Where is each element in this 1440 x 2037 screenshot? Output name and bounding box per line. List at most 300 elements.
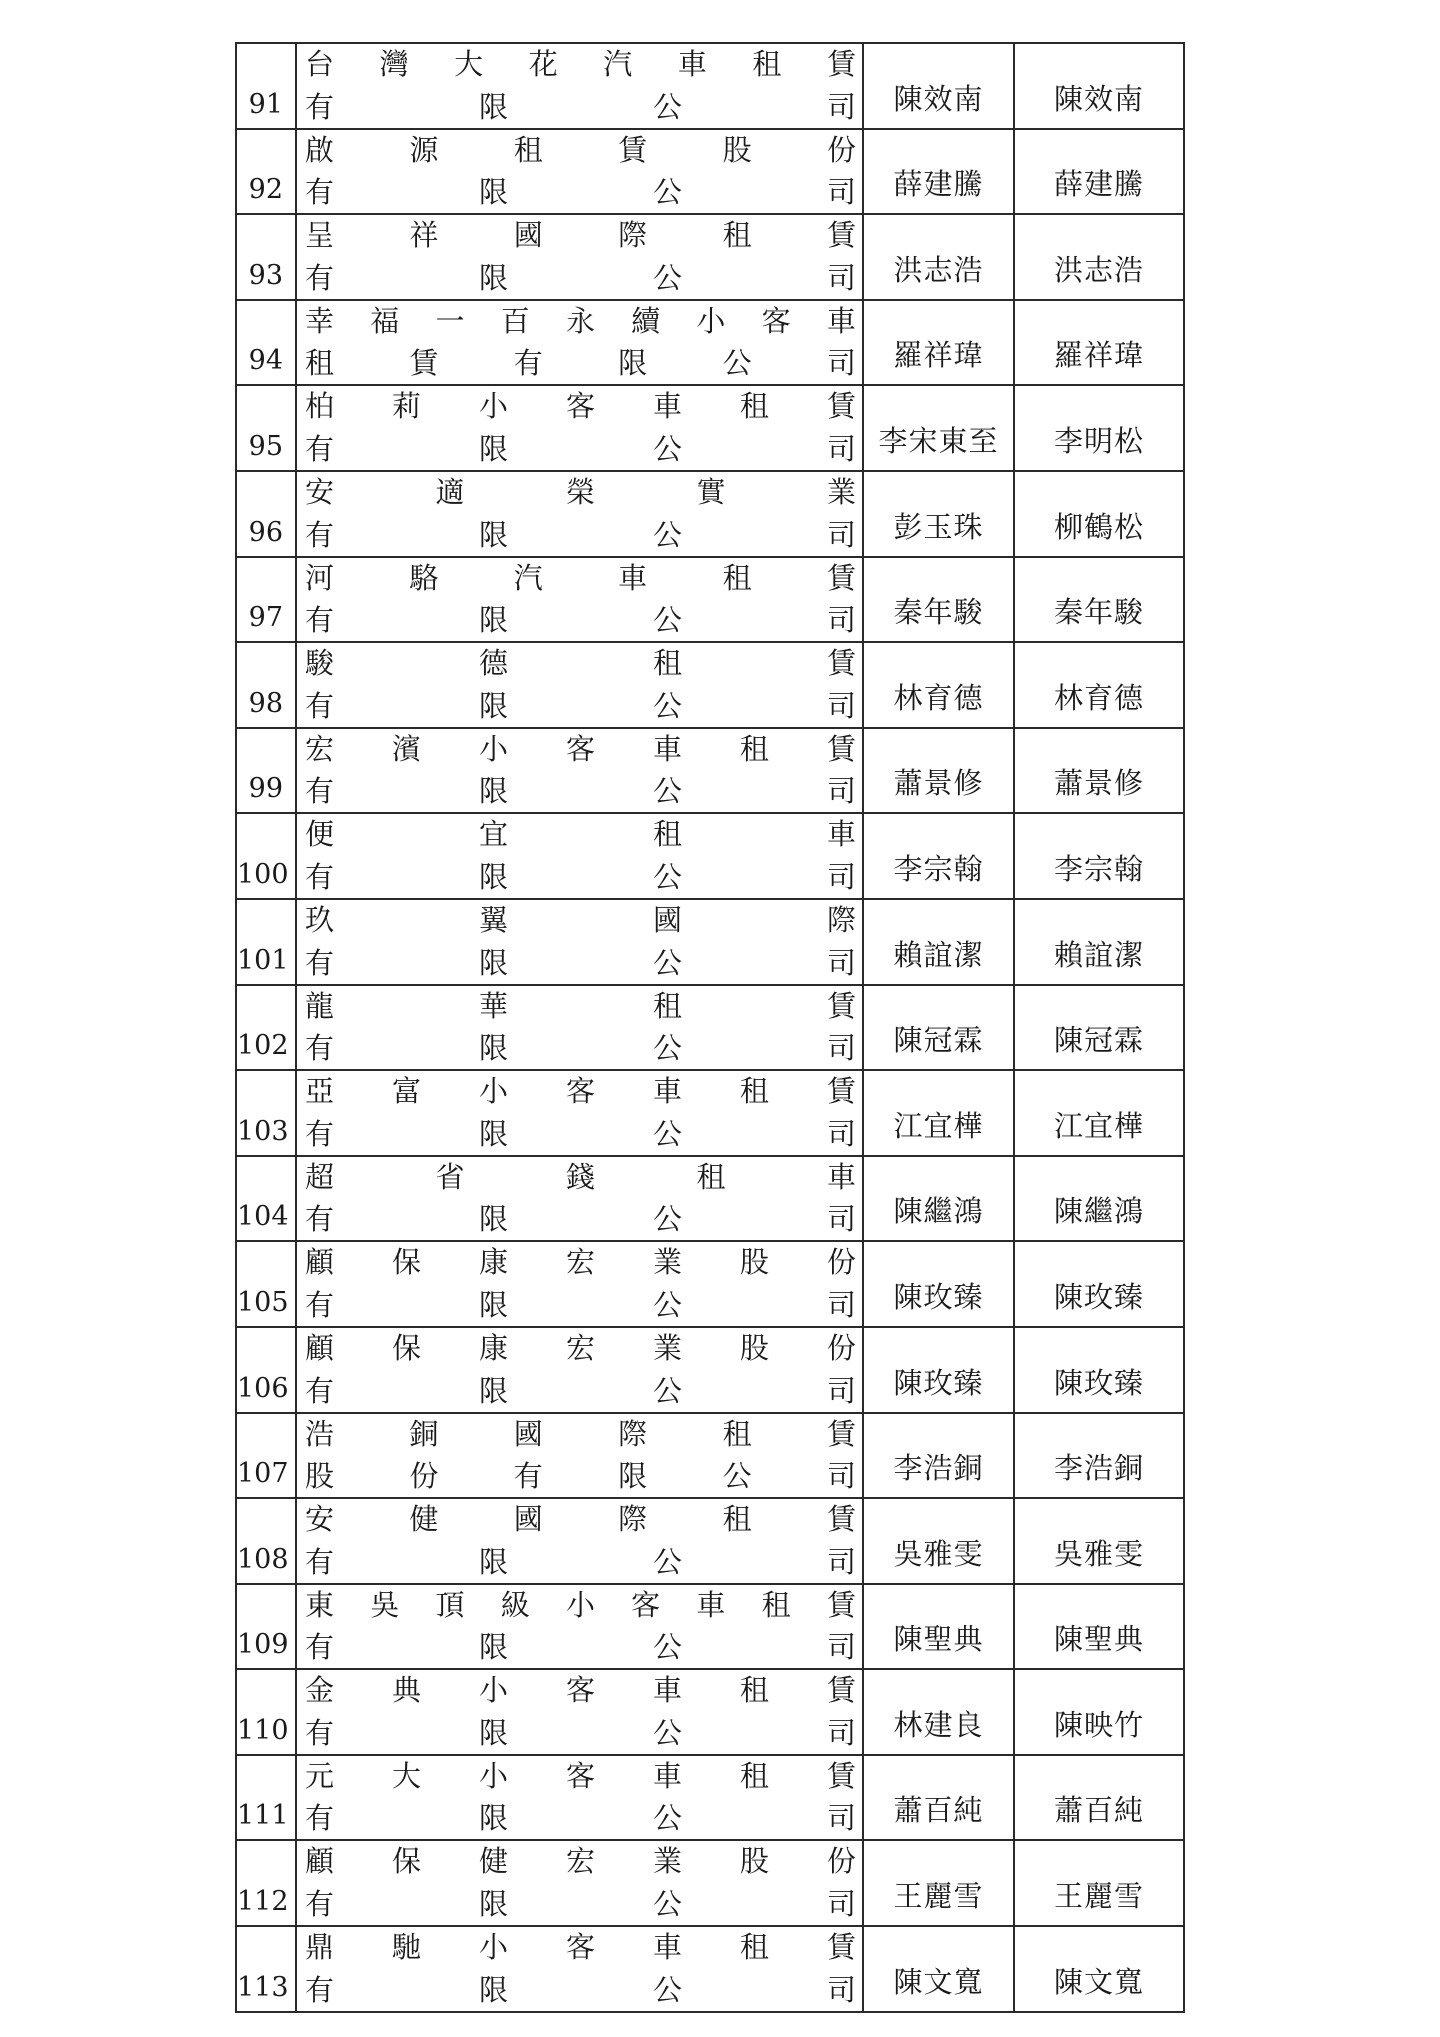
name-character: 賃: [826, 47, 856, 81]
responsible-person-name: 陳玫臻: [1014, 1241, 1184, 1327]
company-name-line1: [305, 902, 856, 937]
name-character: 國: [513, 1416, 543, 1451]
company-table-body: [236, 43, 1184, 2012]
company-name-cell: [296, 129, 863, 215]
name-character: 限: [478, 1116, 508, 1151]
representative-name: 賴誼潔: [863, 899, 1014, 985]
name-character: 有: [305, 1630, 335, 1665]
name-character: 限: [478, 1544, 508, 1579]
representative-name: 吳雅雯: [863, 1498, 1014, 1584]
responsible-person-name: 江宜樺: [1014, 1070, 1184, 1156]
name-character: 司: [826, 175, 856, 210]
company-name-line1: [305, 988, 856, 1023]
company-name-cell: [296, 385, 863, 471]
name-character: 亞: [305, 1074, 335, 1109]
row-number: 105: [236, 1241, 296, 1327]
name-character: 車: [652, 1758, 682, 1793]
name-character: 小: [478, 1758, 508, 1793]
name-character: 司: [826, 260, 856, 295]
table-row: [236, 1413, 1184, 1499]
name-character: 小: [478, 1074, 508, 1109]
name-character: 限: [478, 859, 508, 894]
company-name-cell: [296, 985, 863, 1071]
row-number: 92: [236, 129, 296, 215]
name-character: 份: [826, 132, 856, 167]
name-character: 有: [513, 346, 543, 381]
name-character: 車: [826, 303, 856, 338]
representative-name: 王麗雪: [863, 1840, 1014, 1926]
name-character: 賃: [826, 646, 856, 681]
name-character: 股: [722, 132, 752, 167]
table-row: [236, 1584, 1184, 1670]
name-character: 公: [652, 774, 682, 809]
row-number: 106: [236, 1327, 296, 1413]
name-character: 租: [739, 1074, 769, 1109]
name-character: 際: [618, 218, 648, 253]
name-character: 賃: [826, 218, 856, 253]
name-character: 業: [652, 1245, 682, 1280]
company-name-line2: [305, 89, 856, 124]
table-row: [236, 899, 1184, 985]
responsible-person-name: 陳聖典: [1014, 1584, 1184, 1670]
name-character: 有: [305, 774, 335, 809]
row-number: 112: [236, 1840, 296, 1926]
name-character: 有: [305, 603, 335, 638]
company-name-line2: [305, 175, 856, 210]
name-character: 限: [478, 1373, 508, 1408]
name-character: 股: [739, 1245, 769, 1280]
name-character: 有: [305, 260, 335, 295]
name-character: 啟: [305, 132, 335, 167]
company-name-line2: [305, 774, 856, 809]
representative-name: 蕭百純: [863, 1755, 1014, 1841]
table-row: [236, 728, 1184, 814]
name-character: 客: [631, 1587, 661, 1622]
responsible-person-name: 蕭景修: [1014, 728, 1184, 814]
company-name-line2: [305, 945, 856, 980]
name-character: 鼎: [305, 1930, 335, 1965]
name-character: 司: [826, 1287, 856, 1322]
responsible-person-name: 陳效南: [1014, 43, 1184, 129]
name-character: 駱: [409, 560, 439, 595]
table-row: [236, 471, 1184, 557]
name-character: 保: [391, 1245, 421, 1280]
name-character: 車: [826, 817, 856, 852]
name-character: 有: [305, 175, 335, 210]
name-character: 租: [761, 1587, 791, 1622]
company-name-line1: [305, 1844, 856, 1879]
row-number: 94: [236, 300, 296, 386]
company-name-line2: [305, 859, 856, 894]
company-name-cell: [296, 1669, 863, 1755]
name-character: 賃: [826, 988, 856, 1023]
name-character: 河: [305, 560, 335, 595]
company-name-line1: [305, 474, 856, 509]
name-character: 國: [513, 218, 543, 253]
company-name-line2: [305, 431, 856, 466]
name-character: 公: [652, 1544, 682, 1579]
company-name-cell: [296, 1498, 863, 1584]
name-character: 有: [305, 1202, 335, 1237]
name-character: 顧: [305, 1245, 335, 1280]
name-character: 有: [305, 1972, 335, 2007]
company-name-cell: [296, 728, 863, 814]
name-character: 吳: [370, 1587, 400, 1622]
name-character: 賃: [409, 346, 439, 381]
company-name-line1: [305, 218, 856, 253]
representative-name: 林建良: [863, 1669, 1014, 1755]
name-character: 賃: [826, 560, 856, 595]
name-character: 有: [305, 1887, 335, 1922]
row-number: 103: [236, 1070, 296, 1156]
name-character: 榮: [565, 474, 595, 509]
name-character: 限: [478, 1031, 508, 1066]
company-name-line1: [305, 1502, 856, 1537]
name-character: 客: [565, 731, 595, 766]
representative-name: 陳冠霖: [863, 985, 1014, 1071]
name-character: 花: [528, 47, 558, 81]
name-character: 業: [826, 474, 856, 509]
name-character: 司: [826, 517, 856, 552]
company-name-cell: [296, 1070, 863, 1156]
name-character: 龍: [305, 988, 335, 1023]
name-character: 宜: [478, 817, 508, 852]
name-character: 際: [826, 902, 856, 937]
company-name-line1: [305, 1673, 856, 1708]
row-number: 101: [236, 899, 296, 985]
row-number: 111: [236, 1755, 296, 1841]
name-character: 限: [478, 1801, 508, 1836]
responsible-person-name: 陳玫臻: [1014, 1327, 1184, 1413]
company-table: [235, 42, 1185, 2013]
company-name-line2: [305, 603, 856, 638]
name-character: 公: [652, 1630, 682, 1665]
name-character: 公: [652, 260, 682, 295]
table-row: [236, 642, 1184, 728]
name-character: 限: [618, 346, 648, 381]
name-character: 康: [478, 1330, 508, 1365]
company-name-line2: [305, 1287, 856, 1322]
name-character: 莉: [391, 389, 421, 424]
table-row: [236, 43, 1184, 129]
name-character: 租: [739, 389, 769, 424]
company-name-line1: [305, 47, 856, 81]
name-character: 源: [409, 132, 439, 167]
responsible-person-name: 羅祥瑋: [1014, 300, 1184, 386]
row-number: 91: [236, 43, 296, 129]
name-character: 康: [478, 1245, 508, 1280]
name-character: 限: [478, 774, 508, 809]
name-character: 客: [565, 1758, 595, 1793]
representative-name: 陳玫臻: [863, 1241, 1014, 1327]
responsible-person-name: 吳雅雯: [1014, 1498, 1184, 1584]
name-character: 司: [826, 945, 856, 980]
company-name-line1: [305, 1416, 856, 1451]
name-character: 租: [739, 731, 769, 766]
name-character: 有: [305, 1287, 335, 1322]
responsible-person-name: 柳鶴松: [1014, 471, 1184, 557]
company-name-cell: [296, 1755, 863, 1841]
name-character: 福: [370, 303, 400, 338]
name-character: 租: [739, 1673, 769, 1708]
responsible-person-name: 陳映竹: [1014, 1669, 1184, 1755]
name-character: 租: [722, 218, 752, 253]
name-character: 司: [826, 1715, 856, 1750]
name-character: 保: [391, 1330, 421, 1365]
name-character: 小: [696, 303, 726, 338]
name-character: 有: [305, 1544, 335, 1579]
name-character: 百: [500, 303, 530, 338]
name-character: 華: [478, 988, 508, 1023]
name-character: 有: [305, 859, 335, 894]
name-character: 租: [652, 988, 682, 1023]
representative-name: 江宜樺: [863, 1070, 1014, 1156]
name-character: 租: [722, 560, 752, 595]
responsible-person-name: 薛建騰: [1014, 129, 1184, 215]
company-name-cell: [296, 1413, 863, 1499]
name-character: 安: [305, 1502, 335, 1537]
name-character: 租: [305, 346, 335, 381]
name-character: 省: [435, 1159, 465, 1194]
company-name-line2: [305, 1544, 856, 1579]
name-character: 公: [652, 1972, 682, 2007]
name-character: 祥: [409, 218, 439, 253]
name-character: 車: [618, 560, 648, 595]
company-name-line1: [305, 1245, 856, 1280]
responsible-person-name: 蕭百純: [1014, 1755, 1184, 1841]
name-character: 大: [454, 47, 484, 81]
name-character: 客: [565, 1673, 595, 1708]
name-character: 租: [652, 817, 682, 852]
name-character: 公: [652, 1031, 682, 1066]
company-name-line1: [305, 1074, 856, 1109]
representative-name: 李浩銅: [863, 1413, 1014, 1499]
company-name-line2: [305, 260, 856, 295]
company-name-line2: [305, 688, 856, 723]
row-number: 98: [236, 642, 296, 728]
name-character: 客: [565, 1930, 595, 1965]
company-name-cell: [296, 642, 863, 728]
name-character: 司: [826, 1202, 856, 1237]
row-number: 100: [236, 813, 296, 899]
name-character: 賃: [618, 132, 648, 167]
representative-name: 彭玉珠: [863, 471, 1014, 557]
name-character: 適: [435, 474, 465, 509]
name-character: 公: [652, 1373, 682, 1408]
row-number: 113: [236, 1926, 296, 2012]
name-character: 國: [513, 1502, 543, 1537]
name-character: 公: [652, 1287, 682, 1322]
representative-name: 洪志浩: [863, 214, 1014, 300]
name-character: 賃: [826, 389, 856, 424]
company-name-cell: [296, 557, 863, 643]
name-character: 一: [435, 303, 465, 338]
name-character: 頂: [435, 1587, 465, 1622]
table-row: [236, 1327, 1184, 1413]
table-row: [236, 557, 1184, 643]
name-character: 客: [565, 1074, 595, 1109]
name-character: 顧: [305, 1330, 335, 1365]
name-character: 汽: [603, 47, 633, 81]
representative-name: 陳文寬: [863, 1926, 1014, 2012]
table-row: [236, 1840, 1184, 1926]
name-character: 股: [739, 1330, 769, 1365]
name-character: 汽: [513, 560, 543, 595]
company-name-line2: [305, 1801, 856, 1836]
name-character: 國: [652, 902, 682, 937]
name-character: 公: [652, 1801, 682, 1836]
company-name-line2: [305, 1715, 856, 1750]
name-character: 賃: [826, 1502, 856, 1537]
name-character: 租: [722, 1502, 752, 1537]
table-row: [236, 813, 1184, 899]
name-character: 呈: [305, 218, 335, 253]
representative-name: 陳玫臻: [863, 1327, 1014, 1413]
representative-name: 陳繼鴻: [863, 1156, 1014, 1242]
name-character: 司: [826, 859, 856, 894]
name-character: 公: [652, 517, 682, 552]
name-character: 際: [618, 1502, 648, 1537]
row-number: 104: [236, 1156, 296, 1242]
name-character: 幸: [305, 303, 335, 338]
name-character: 司: [826, 431, 856, 466]
name-character: 公: [652, 859, 682, 894]
name-character: 富: [391, 1074, 421, 1109]
name-character: 車: [677, 47, 707, 81]
name-character: 保: [391, 1844, 421, 1879]
responsible-person-name: 洪志浩: [1014, 214, 1184, 300]
row-number: 93: [236, 214, 296, 300]
representative-name: 薛建騰: [863, 129, 1014, 215]
name-character: 司: [826, 1459, 856, 1494]
row-number: 97: [236, 557, 296, 643]
name-character: 份: [826, 1330, 856, 1365]
company-name-line1: [305, 1159, 856, 1194]
name-character: 司: [826, 1116, 856, 1151]
company-name-line1: [305, 817, 856, 852]
company-name-line2: [305, 346, 856, 381]
name-character: 灣: [379, 47, 409, 81]
name-character: 車: [652, 731, 682, 766]
representative-name: 秦年駿: [863, 557, 1014, 643]
responsible-person-name: 陳冠霖: [1014, 985, 1184, 1071]
row-number: 107: [236, 1413, 296, 1499]
name-character: 車: [652, 389, 682, 424]
table-row: [236, 1669, 1184, 1755]
name-character: 租: [513, 132, 543, 167]
responsible-person-name: 秦年駿: [1014, 557, 1184, 643]
company-name-cell: [296, 214, 863, 300]
name-character: 限: [618, 1459, 648, 1494]
company-name-cell: [296, 899, 863, 985]
company-name-line2: [305, 1972, 856, 2007]
table-row: [236, 1156, 1184, 1242]
name-character: 顧: [305, 1844, 335, 1879]
name-character: 司: [826, 346, 856, 381]
name-character: 司: [826, 1031, 856, 1066]
name-character: 有: [305, 1031, 335, 1066]
name-character: 有: [305, 945, 335, 980]
company-name-line1: [305, 132, 856, 167]
name-character: 公: [652, 1202, 682, 1237]
name-character: 份: [409, 1459, 439, 1494]
name-character: 限: [478, 1715, 508, 1750]
name-character: 股: [739, 1844, 769, 1879]
name-character: 有: [305, 1715, 335, 1750]
name-character: 公: [652, 1887, 682, 1922]
name-character: 小: [478, 389, 508, 424]
name-character: 賃: [826, 1930, 856, 1965]
responsible-person-name: 林育德: [1014, 642, 1184, 728]
name-character: 宏: [565, 1330, 595, 1365]
name-character: 份: [826, 1844, 856, 1879]
table-row: [236, 129, 1184, 215]
name-character: 份: [826, 1245, 856, 1280]
name-character: 賃: [826, 1758, 856, 1793]
table-row: [236, 1241, 1184, 1327]
name-character: 限: [478, 175, 508, 210]
representative-name: 李宋東至: [863, 385, 1014, 471]
table-row: [236, 385, 1184, 471]
name-character: 限: [478, 688, 508, 723]
name-character: 有: [305, 688, 335, 723]
responsible-person-name: 賴誼潔: [1014, 899, 1184, 985]
name-character: 租: [652, 646, 682, 681]
table-row: [236, 1755, 1184, 1841]
name-character: 安: [305, 474, 335, 509]
name-character: 司: [826, 1544, 856, 1579]
name-character: 司: [826, 1630, 856, 1665]
company-name-cell: [296, 1584, 863, 1670]
company-name-line2: [305, 1031, 856, 1066]
table-row: [236, 1926, 1184, 2012]
name-character: 超: [305, 1159, 335, 1194]
name-character: 柏: [305, 389, 335, 424]
representative-name: 陳聖典: [863, 1584, 1014, 1670]
company-name-line1: [305, 731, 856, 766]
company-name-line2: [305, 1630, 856, 1665]
name-character: 便: [305, 817, 335, 852]
company-name-cell: [296, 43, 863, 129]
name-character: 司: [826, 1972, 856, 2007]
row-number: 95: [236, 385, 296, 471]
company-name-cell: [296, 1156, 863, 1242]
company-name-line1: [305, 1587, 856, 1622]
name-character: 賃: [826, 1673, 856, 1708]
representative-name: 陳效南: [863, 43, 1014, 129]
name-character: 公: [652, 945, 682, 980]
company-name-line2: [305, 1373, 856, 1408]
row-number: 109: [236, 1584, 296, 1670]
company-name-cell: [296, 1926, 863, 2012]
name-character: 健: [478, 1844, 508, 1879]
name-character: 小: [565, 1587, 595, 1622]
company-name-line2: [305, 1116, 856, 1151]
representative-name: 羅祥瑋: [863, 300, 1014, 386]
company-name-line1: [305, 389, 856, 424]
company-name-line1: [305, 1930, 856, 1965]
name-character: 有: [305, 431, 335, 466]
name-character: 賃: [826, 1074, 856, 1109]
name-character: 賃: [826, 1416, 856, 1451]
responsible-person-name: 王麗雪: [1014, 1840, 1184, 1926]
name-character: 車: [652, 1074, 682, 1109]
name-character: 有: [305, 1116, 335, 1151]
name-character: 司: [826, 603, 856, 638]
name-character: 公: [722, 1459, 752, 1494]
name-character: 客: [761, 303, 791, 338]
name-character: 租: [752, 47, 782, 81]
